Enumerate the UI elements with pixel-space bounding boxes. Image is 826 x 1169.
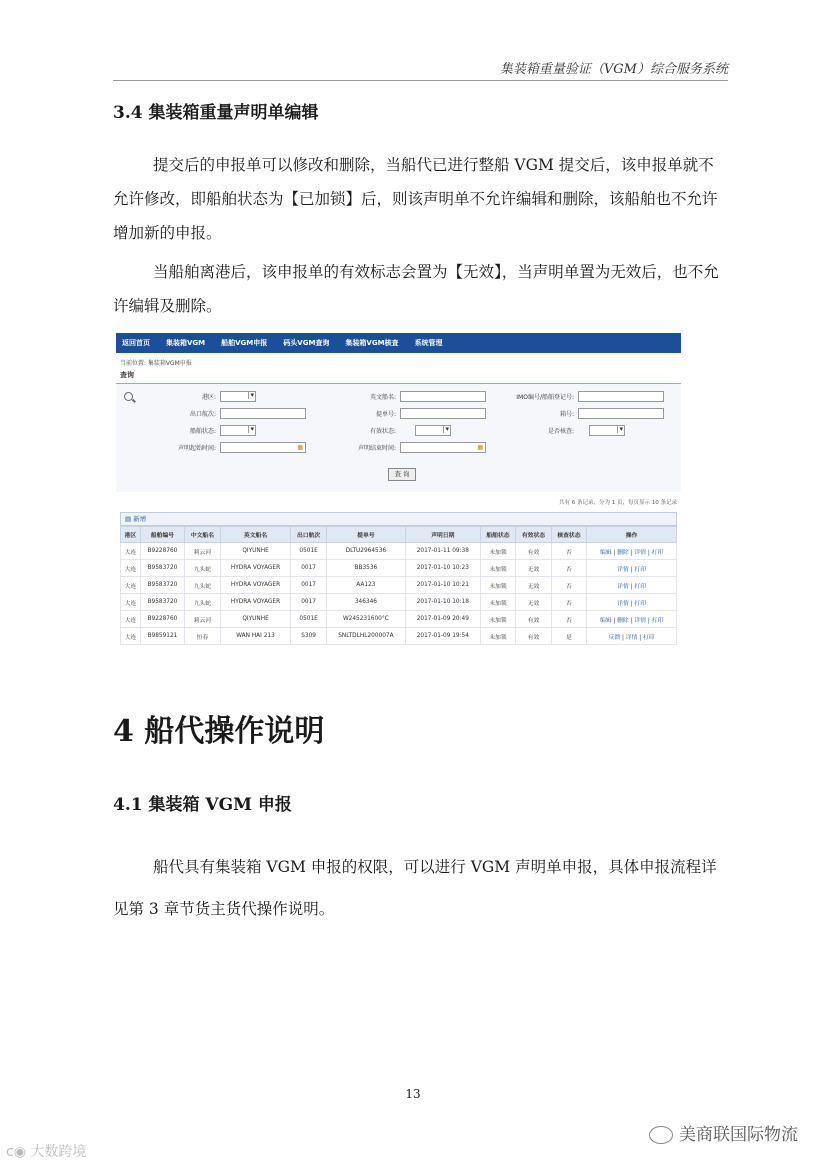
end-time-input[interactable]: [400, 442, 486, 453]
table-cell: B9583720: [140, 577, 184, 594]
nav-item[interactable]: 码头VGM查询: [283, 339, 330, 347]
search-icon: [124, 392, 133, 401]
section-3-4-heading: 3.4 集装箱重量声明单编辑: [113, 103, 319, 123]
table-cell: 2017-01-09 20:49: [405, 611, 480, 628]
ship-name-input[interactable]: [400, 391, 486, 402]
table-cell: 0501E: [291, 611, 326, 628]
table-cell: HYDRA VOYAGER: [220, 560, 291, 577]
column-header: 出口航次: [291, 527, 326, 543]
start-time-input[interactable]: [220, 442, 306, 453]
table-cell: 无效: [516, 577, 551, 594]
check-label: 是否核查:: [547, 428, 574, 435]
nav-item[interactable]: 系统管理: [414, 339, 443, 347]
valid-status-select[interactable]: [415, 425, 451, 436]
voyage-input[interactable]: [220, 408, 306, 419]
table-cell: 莉云河: [185, 611, 220, 628]
table-cell: 大连: [121, 577, 141, 594]
table-cell: 未加锁: [480, 594, 515, 611]
table-cell: 恒春: [185, 628, 220, 645]
row-actions[interactable]: 详情 | 打印: [587, 577, 677, 594]
table-cell: 有效: [516, 628, 551, 645]
table-cell: S309: [291, 628, 326, 645]
table-cell: B9583720: [140, 560, 184, 577]
table-cell: HYDRA VOYAGER: [220, 577, 291, 594]
port-select[interactable]: [220, 391, 256, 402]
table-cell: 否: [551, 543, 586, 560]
table-cell: 是: [551, 628, 586, 645]
table-row: [121, 628, 677, 645]
table-cell: B9228760: [140, 611, 184, 628]
imo-label: IMO编号/船舶登记号:: [516, 394, 574, 401]
table-cell: 大连: [121, 560, 141, 577]
add-button[interactable]: ▤ 新增: [125, 515, 147, 523]
table-cell: 否: [551, 594, 586, 611]
section-3-4-paragraph-1: 提交后的申报单可以修改和删除，当船代已进行整船 VGM 提交后，该申报单就不允许修改，即船舶状态为【已加锁】后，则该声明单不允许编辑和删除，该船舶也不允许增加新的申报。: [113, 156, 718, 242]
header-rule: [113, 80, 728, 81]
table-cell: B9859121: [140, 628, 184, 645]
table-cell: 否: [551, 611, 586, 628]
table-cell: 2017-01-11 09:38: [405, 543, 480, 560]
row-actions[interactable]: 详情 | 打印: [587, 560, 677, 577]
table-cell: HYDRA VOYAGER: [220, 594, 291, 611]
table-cell: 有效: [516, 611, 551, 628]
bl-input[interactable]: [400, 408, 486, 419]
start-time-label: 声明起始时间:: [177, 445, 216, 452]
box-label: 箱号:: [559, 411, 574, 418]
table-cell: 0017: [291, 560, 326, 577]
running-header: 集装箱重量验证（VGM）综合服务系统: [499, 62, 728, 77]
table-cell: SNLTDLHL200007A: [326, 628, 405, 645]
row-actions[interactable]: 反馈 | 详情 | 打印: [587, 628, 677, 645]
record-info: 共有 6 条记录，分为 1 页，每页显示 10 条记录: [559, 500, 677, 506]
table-cell: 2017-01-10 10:21: [405, 577, 480, 594]
table-cell: 未加锁: [480, 611, 515, 628]
nav-item[interactable]: 船舶VGM申报: [221, 339, 268, 347]
table-cell: 大连: [121, 594, 141, 611]
table-row: [121, 560, 677, 577]
table-cell: 九头蛇: [185, 560, 220, 577]
chapter-4-heading: 4 船代操作说明: [113, 714, 325, 749]
watermark-logo-icon: ᴄ◉: [6, 1144, 26, 1160]
table-cell: 2017-01-10 10:18: [405, 594, 480, 611]
add-button-label: 新增: [133, 515, 147, 523]
nav-item[interactable]: 集装箱VGM核查: [345, 339, 399, 347]
page-number: 13: [405, 1087, 421, 1101]
table-cell: B9228760: [140, 543, 184, 560]
table-cell: 九头蛇: [185, 577, 220, 594]
section-4-1-heading: 4.1 集装箱 VGM 申报: [113, 795, 292, 815]
watermark-left: [6, 1141, 86, 1161]
results-table: [120, 526, 677, 645]
table-cell: 大连: [121, 543, 141, 560]
row-actions[interactable]: 详情 | 打印: [587, 594, 677, 611]
column-header: 英文船名: [220, 527, 291, 543]
calendar-icon[interactable]: ▦: [297, 444, 303, 451]
bl-label: 提单号:: [375, 411, 396, 418]
imo-input[interactable]: [578, 391, 664, 402]
column-header: 中文船名: [185, 527, 220, 543]
end-time-label: 声明结束时间:: [357, 445, 396, 452]
column-header: 有效状态: [516, 527, 551, 543]
table-cell: 莉云河: [185, 543, 220, 560]
cn-ship-label: 英文船名:: [369, 394, 396, 401]
column-header: 港区: [121, 527, 141, 543]
ship-status-select[interactable]: [220, 425, 256, 436]
calendar-icon[interactable]: ▦: [477, 444, 483, 451]
table-row: [121, 543, 677, 560]
watermark-right-text: 美商联国际物流: [679, 1125, 798, 1145]
table-cell: 否: [551, 577, 586, 594]
table-cell: 2017-01-09 19:54: [405, 628, 480, 645]
table-cell: QIYUNHE: [220, 543, 291, 560]
table-cell: 346346: [326, 594, 405, 611]
app-nav-bar: [116, 333, 681, 353]
check-select[interactable]: [589, 425, 625, 436]
table-cell: 有效: [516, 543, 551, 560]
column-header: 声明日期: [405, 527, 480, 543]
table-cell: 未加锁: [480, 628, 515, 645]
box-input[interactable]: [578, 408, 664, 419]
row-actions[interactable]: 编辑 | 删除 | 详情 | 打印: [587, 611, 677, 628]
voyage-label: 出口航次:: [189, 411, 216, 418]
table-row: [121, 611, 677, 628]
column-header: 核查状态: [551, 527, 586, 543]
table-cell: 无效: [516, 560, 551, 577]
table-cell: QIYUNHE: [220, 611, 291, 628]
table-cell: 未加锁: [480, 560, 515, 577]
column-header: 船舶状态: [480, 527, 515, 543]
table-cell: DLTU2964536: [326, 543, 405, 560]
table-cell: 九头蛇: [185, 594, 220, 611]
row-actions[interactable]: 编辑 | 删除 | 详情 | 打印: [587, 543, 677, 560]
nav-item[interactable]: 返回首页: [122, 339, 150, 347]
column-header: 操作: [587, 527, 677, 543]
column-header: 提单号: [326, 527, 405, 543]
toolbar: [120, 512, 677, 526]
section-4-1-paragraph-1: 船代具有集装箱 VGM 申报的权限，可以进行 VGM 声明单申报，具体申报流程详见第 3 章节货主货代操作说明。: [113, 858, 717, 918]
table-cell: 0017: [291, 577, 326, 594]
table-cell: WAN HAI 213: [220, 628, 291, 645]
valid-status-label: 有效状态:: [369, 428, 396, 435]
ship-status-label: 船舶状态:: [189, 428, 216, 435]
table-cell: W245231600°C: [326, 611, 405, 628]
nav-item[interactable]: 集装箱VGM: [166, 339, 206, 347]
query-title: 查询: [116, 367, 681, 384]
table-cell: 无效: [516, 594, 551, 611]
table-cell: 0017: [291, 594, 326, 611]
table-cell: 大连: [121, 611, 141, 628]
wechat-icon: [649, 1126, 673, 1144]
breadcrumb: 当前位置: 集装箱VGM申报: [120, 360, 192, 367]
table-row: [121, 594, 677, 611]
table-row: [121, 577, 677, 594]
embedded-screenshot: [116, 333, 681, 641]
query-button[interactable]: 查 询: [388, 468, 416, 481]
table-cell: B9583720: [140, 594, 184, 611]
table-cell: 大连: [121, 628, 141, 645]
table-cell: 未加锁: [480, 577, 515, 594]
port-label: 港区:: [201, 394, 216, 401]
table-cell: 0501E: [291, 543, 326, 560]
table-cell: 否: [551, 560, 586, 577]
column-header: 船舶编号: [140, 527, 184, 543]
table-cell: BB3536: [326, 560, 405, 577]
table-cell: 未加锁: [480, 543, 515, 560]
section-3-4-paragraph-2: 当船舶离港后，该申报单的有效标志会置为【无效】，当声明单置为无效后，也不允许编辑及删除。: [113, 263, 719, 315]
watermark-left-text: 大数跨境: [30, 1144, 87, 1160]
table-cell: AA123: [326, 577, 405, 594]
table-cell: 2017-01-10 10:23: [405, 560, 480, 577]
watermark-right: [649, 1120, 798, 1145]
